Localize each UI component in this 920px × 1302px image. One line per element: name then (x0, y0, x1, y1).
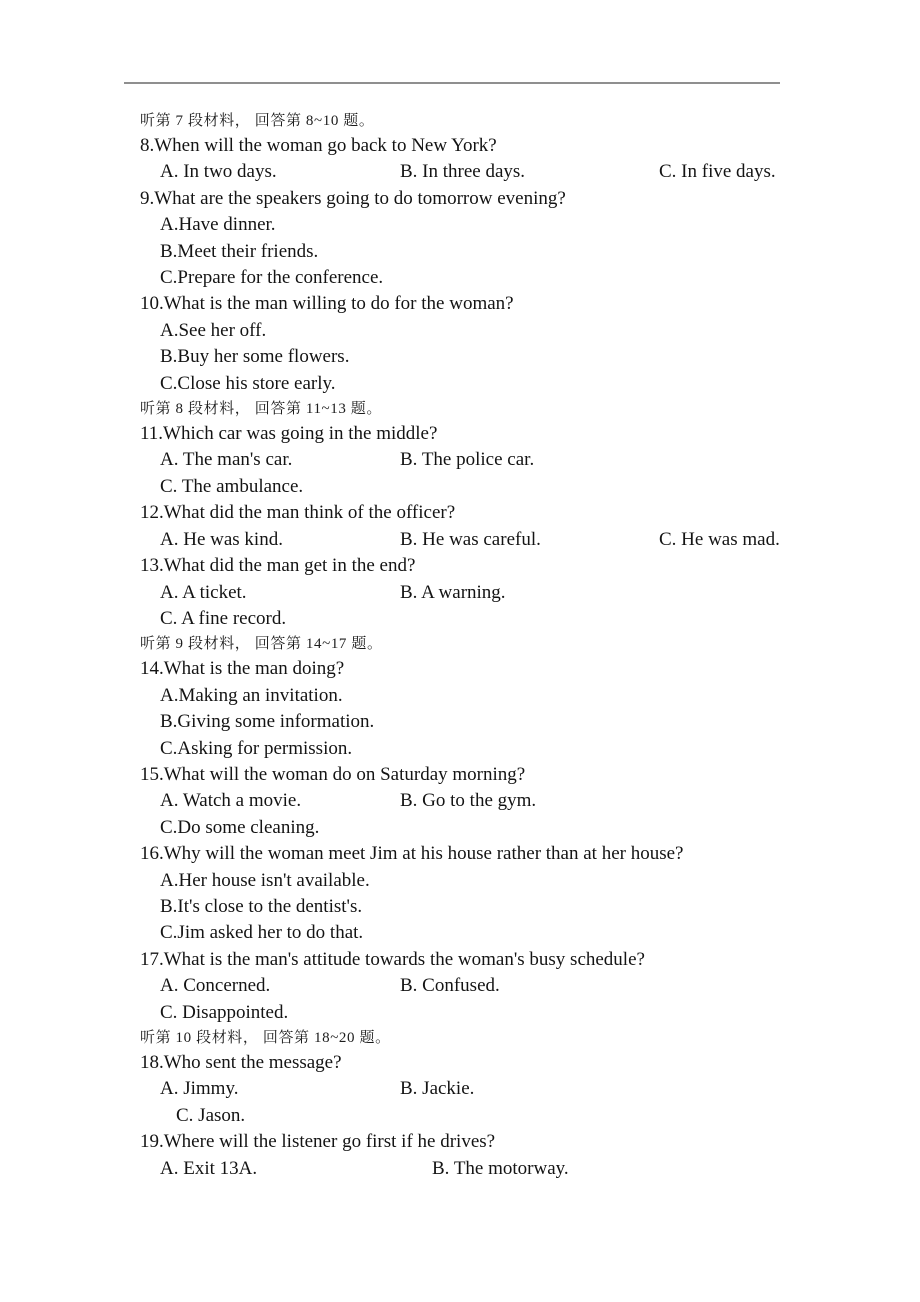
option-text: A. A ticket. (160, 581, 247, 603)
options-row (140, 1156, 900, 1182)
option-text: C. He was mad. (659, 528, 780, 550)
option-text: C.Do some cleaning. (160, 816, 320, 838)
options-row (140, 159, 900, 185)
material-section-header: 听第 9 段材料， 回答第 14~17 题。 (140, 636, 383, 653)
options-row (140, 344, 900, 370)
question-text: 15.What will the woman do on Saturday morning? (140, 763, 526, 785)
option-text: A.Making an invitation. (160, 684, 343, 706)
question-text: 11.Which car was going in the middle? (140, 423, 438, 445)
option-text: B. In three days. (400, 161, 526, 183)
options-row (140, 239, 900, 265)
option-text: B. He was careful. (400, 528, 541, 550)
option-text: B. A warning. (400, 581, 506, 603)
material-section-header: 听第 8 段材料， 回答第 11~13 题。 (140, 401, 383, 418)
option-text: C.Jim asked her to do that. (160, 922, 364, 944)
question-text: 18.Who sent the message? (140, 1052, 342, 1073)
question-text: 10.What is the man willing to do for the woman? (140, 293, 514, 315)
question-text: 12.What did the man think of the officer? (140, 502, 456, 524)
options-row (140, 265, 900, 291)
option-text: A. Exit 13A. (160, 1157, 258, 1179)
options-row (140, 868, 900, 894)
option-text: C. The ambulance. (160, 475, 304, 497)
material-section-header: 听第 7 段材料， 回答第 8~10 题。 (140, 113, 375, 129)
option-text: A. Concerned. (160, 975, 271, 997)
options-row (140, 815, 900, 841)
exam-content (140, 109, 900, 1182)
options-row (140, 894, 900, 920)
option-text: A.Her house isn't available. (160, 869, 370, 891)
option-text: C. A fine record. (160, 607, 287, 629)
option-text: C. Disappointed. (160, 1001, 289, 1023)
options-row (140, 1103, 900, 1129)
options-row (140, 371, 900, 397)
question-text: 16.Why will the woman meet Jim at his house rather than at her house? (140, 843, 684, 865)
options-row (140, 709, 900, 735)
question-text: 17.What is the man's attitude towards the woman's busy schedule? (140, 948, 645, 970)
option-text: B. Jackie. (400, 1078, 475, 1100)
options-row (140, 1000, 900, 1026)
option-text: C.Asking for permission. (160, 737, 353, 759)
option-text: A. Watch a movie. (160, 790, 302, 812)
option-text: B. The motorway. (432, 1157, 569, 1179)
option-text: B. The police car. (400, 449, 535, 471)
options-row (140, 580, 900, 606)
options-row (140, 527, 900, 553)
question-text: 9.What are the speakers going to do tomorrow evening? (140, 187, 566, 209)
option-text: A.See her off. (160, 319, 267, 341)
options-row (140, 788, 900, 814)
question-text: 13.What did the man get in the end? (140, 555, 416, 577)
options-row (140, 318, 900, 344)
options-row (140, 447, 900, 473)
option-text: A. He was kind. (160, 528, 283, 550)
options-row (140, 683, 900, 709)
options-row (140, 212, 900, 238)
option-text: A. In two days. (160, 161, 277, 183)
option-text: B. Go to the gym. (400, 790, 537, 812)
option-text: A. Jimmy. (160, 1078, 239, 1100)
option-text: B.It's close to the dentist's. (160, 895, 363, 917)
options-row (140, 474, 900, 500)
option-text: B. Confused. (400, 975, 500, 997)
section-divider-rule (124, 82, 780, 84)
option-text: C.Close his store early. (160, 372, 336, 394)
options-row (140, 973, 900, 999)
material-section-header: 听第 10 段材料， 回答第 18~20 题。 (140, 1030, 391, 1046)
options-row (140, 736, 900, 762)
option-text: C. Jason. (176, 1104, 246, 1126)
question-text: 14.What is the man doing? (140, 658, 345, 680)
option-text: A.Have dinner. (160, 214, 276, 236)
question-text: 8.When will the woman go back to New York? (140, 135, 497, 156)
option-text: B.Giving some information. (160, 711, 375, 733)
option-text: B.Buy her some flowers. (160, 346, 350, 368)
options-row (140, 1076, 900, 1102)
options-row (140, 920, 900, 946)
option-text: C.Prepare for the conference. (160, 267, 384, 289)
option-text: A. The man's car. (160, 449, 293, 471)
option-text: B.Meet their friends. (160, 240, 319, 262)
question-text: 19.Where will the listener go first if he drives? (140, 1131, 496, 1153)
options-row (140, 606, 900, 632)
option-text: C. In five days. (659, 161, 776, 183)
